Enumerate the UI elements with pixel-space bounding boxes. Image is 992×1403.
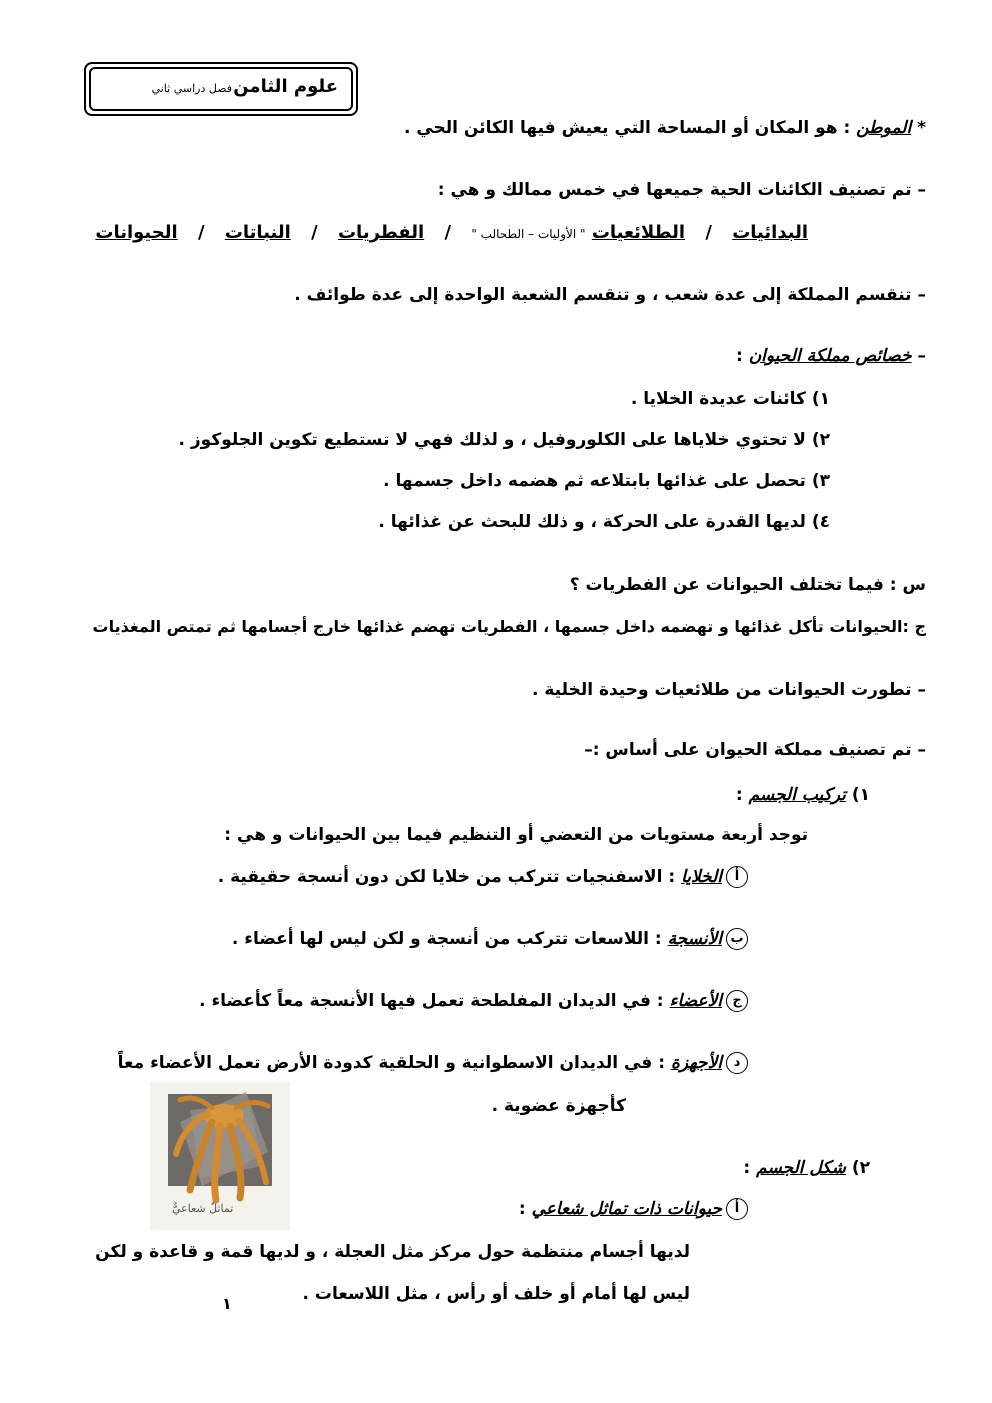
trait-item: ٣) تحصل على غذائها بابتلاعه ثم هضمه داخل جسمها .: [383, 471, 830, 491]
level-continuation: كأجهزة عضوية .: [491, 1096, 626, 1116]
level-item: [218, 866, 748, 888]
kingdom-plants: النباتات: [224, 222, 291, 243]
trait-item: ٢) لا تحتوي خلاياها على الكلوروفيل ، و لذلك فهي لا تستطيع تكوين الجلوكوز .: [178, 430, 830, 450]
letter-marker: أ: [726, 1198, 748, 1220]
level-term: الأجهزة: [670, 1053, 722, 1073]
level-text: : في الديدان المفلطحة تعمل فيها الأنسجة معاً كأعضاء .: [199, 991, 664, 1011]
radial-description: ليس لها أمام أو خلف أو رأس ، مثل اللاسعات .: [302, 1284, 690, 1304]
radial-description: لديها أجسام منتظمة حول مركز مثل العجلة ، و لديها قمة و قاعدة و لكن: [95, 1242, 690, 1262]
answer: ج :الحيوانات تأكل غذائها و تهضمه داخل جسمها ، الفطريات تهضم غذائها خارج أجسامها ثم تمتص المغذيات: [92, 617, 926, 636]
level-term: الخلايا: [681, 867, 722, 887]
level-text: : اللاسعات تتركب من أنسجة و لكن ليس لها أعضاء .: [231, 929, 662, 949]
separator: /: [705, 222, 712, 243]
header-box: [84, 62, 358, 116]
traits-title: خصائص مملكة الحيوان: [748, 346, 912, 366]
level-text: : الاسفنجيات تتركب من خلايا لكن دون أنسجة حقيقية .: [217, 867, 676, 887]
item-number: ٢): [851, 1158, 870, 1178]
basis-line: – تم تصنيف مملكة الحيوان على أساس :–: [584, 740, 926, 760]
subject-title: علوم الثامن: [233, 76, 338, 97]
body-shape-title: شكل الجسم: [756, 1158, 846, 1178]
radial-symmetry-title: حيوانات ذات تماثل شعاعي: [531, 1199, 722, 1219]
kingdom-fungi: الفطريات: [337, 222, 425, 243]
level-term: الأعضاء: [669, 991, 722, 1011]
habitat-term: الموطن: [856, 118, 912, 138]
term-label: فصل دراسي ثاني: [151, 82, 232, 95]
kingdom-animals: الحيوانات: [95, 222, 178, 243]
letter-marker: ب: [726, 928, 748, 950]
body-shape-heading: [743, 1158, 870, 1178]
level-term: الأنسجة: [667, 929, 722, 949]
level-item: [118, 1052, 748, 1074]
protists-note: " الأوليات – الطحالب ": [471, 227, 586, 241]
colon: :: [743, 1158, 751, 1178]
separator: /: [444, 222, 452, 243]
habitat-line: [404, 118, 926, 138]
question: س : فيما تختلف الحيوانات عن الفطريات ؟: [569, 575, 926, 595]
separator: /: [197, 222, 205, 243]
kingdom-protists: الطلائعيات: [591, 222, 686, 243]
letter-marker: د: [726, 1052, 748, 1074]
level-text: : في الديدان الاسطوانية و الحلقية كدودة الأرض تعمل الأعضاء معاً: [117, 1053, 666, 1073]
item-number: ١): [851, 785, 870, 805]
traits-heading: [736, 346, 926, 366]
dash: –: [917, 346, 926, 366]
trait-item: ٤) لديها القدرة على الحركة ، و ذلك للبحث عن غذائها .: [378, 512, 830, 532]
division-line: – تنقسم المملكة إلى عدة شعب ، و تنقسم الشعبة الواحدة إلى عدة طوائف .: [294, 285, 926, 305]
radial-symmetry-heading: [519, 1198, 748, 1220]
body-structure-heading: [736, 785, 870, 805]
kingdom-monera: البدائيات: [732, 222, 808, 243]
page-number: ١: [222, 1294, 232, 1313]
evolution-line: – تطورت الحيوانات من طلائعيات وحيدة الخلية .: [532, 680, 926, 700]
habitat-definition: : هو المكان أو المساحة التي يعيش فيها الكائن الحي .: [403, 118, 851, 138]
structure-intro: توجد أربعة مستويات من التعضي أو التنظيم فيما بين الحيوانات و هي :: [224, 825, 808, 845]
colon: :: [735, 346, 743, 366]
bullet-star: *: [911, 118, 926, 138]
classify-intro: – تم تصنيف الكائنات الحية جميعها في خمس ممالك و هي :: [437, 180, 926, 200]
kingdoms-line: [95, 222, 808, 243]
separator: /: [311, 222, 318, 243]
level-item: [232, 928, 748, 950]
radial-symmetry-image: [150, 1082, 290, 1230]
trait-item: ١) كائنات عديدة الخلايا .: [630, 389, 830, 409]
colon: :: [735, 785, 743, 805]
letter-marker: أ: [726, 866, 748, 888]
figure-caption: تماثلٌ شعاعيٌّ: [172, 1202, 234, 1215]
body-structure-title: تركيب الجسم: [748, 785, 846, 805]
letter-marker: ج: [726, 990, 748, 1012]
level-item: [199, 990, 748, 1012]
colon: :: [518, 1199, 526, 1219]
